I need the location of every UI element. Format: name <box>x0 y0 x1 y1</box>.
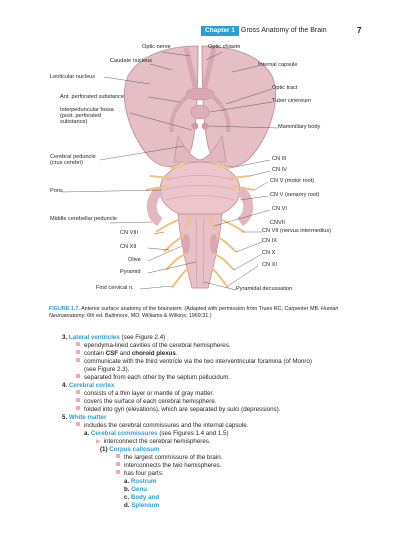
list-item: d. Splenium <box>124 502 160 509</box>
label-lenticular-nucleus: Lenticular nucleus <box>50 74 96 80</box>
bullet: has four parts: <box>116 470 164 478</box>
label-cn-xii: CN XII <box>120 244 137 250</box>
label-internal-capsule: Internal capsule <box>258 62 298 68</box>
label-interpeduncular-fossa-2: (post. perforated <box>60 113 102 119</box>
caption-source-rest: 6th ed. Baltimore, MD: Williams & Wilkins; 1969:31.) <box>86 313 212 320</box>
outline-item-lateral-ventricles: 3. Lateral ventricles (see Figure 2.4) <box>62 334 166 341</box>
bullet: separated from each other by the septum pellucidum. <box>76 374 230 382</box>
bullet: interconnects the two hemispheres. <box>116 462 221 470</box>
label-caudate-nucleus: Caudate nucleus <box>110 58 152 64</box>
label-pyramidal-decussation: Pyramidal decussation <box>236 286 293 292</box>
tuber-cinereum <box>191 105 209 119</box>
label-crus-cerebri: (crus cerebri) <box>50 160 83 166</box>
outline-item-white-matter: 5. White matter <box>62 414 107 421</box>
bullet: includes the cerebral commissures and the internal capsule. <box>76 422 248 430</box>
square-bullet-icon <box>76 390 80 394</box>
square-bullet-icon <box>76 406 80 410</box>
chapter-title: Gross Anatomy of the Brain <box>241 27 327 34</box>
bullet: contain CSF and choroid plexus. <box>76 350 178 358</box>
bullet: ependyma-lined cavities of the cerebral hemispheres. <box>76 342 231 350</box>
bullet: the largest commissure of the brain. <box>116 454 222 462</box>
label-mammillary-body: Mammillary body <box>278 124 321 130</box>
bullet-continuation: (see Figure 2.3). <box>84 366 130 373</box>
bullet: communicate with the third ventricle via the two interventricular foramina (of Monro) <box>76 358 312 366</box>
figure-caption <box>49 306 359 320</box>
chapter-badge: Chapter 1 <box>201 26 239 36</box>
list-item: c. Body and <box>124 494 160 501</box>
brainstem-figure <box>0 40 400 298</box>
heading-lateral-ventricles: Lateral ventricles <box>68 334 120 341</box>
label-first-cervical-nerve: First cervical n. <box>96 285 134 291</box>
caption-source-title: Human Neuroanatomy. <box>49 306 339 320</box>
label-middle-cerebellar-peduncle: Middle cerebellar peduncle <box>50 216 117 222</box>
label-cn-vii: CNVII <box>270 220 285 226</box>
list-item: a. Rostrum <box>124 478 157 485</box>
label-pyramid: Pyramid <box>120 269 141 275</box>
label-cn-ix: CN IX <box>262 238 277 244</box>
outline-item-cerebral-cortex: 4. Cerebral cortex <box>62 382 115 389</box>
label-cn-iii: CN III <box>272 156 287 162</box>
heading-white-matter: White matter <box>68 414 107 421</box>
mammillary-left <box>192 123 199 130</box>
bullet: consists of a thin layer or mantle of gray matter. <box>76 390 214 398</box>
label-cn-x: CN X <box>262 250 276 256</box>
figure-number: FIGURE 1.7. <box>49 306 80 312</box>
label-interpeduncular-fossa: Interpeduncular fossa <box>60 107 114 113</box>
list-item: b. Genu <box>124 486 148 493</box>
optic-chiasm <box>186 88 214 100</box>
outline-item-corpus-callosum: (1) Corpus callosum <box>100 446 160 453</box>
label-olive: Olive <box>128 257 141 263</box>
square-bullet-icon <box>116 462 120 466</box>
square-bullet-icon <box>76 342 80 346</box>
bullet: folded into gyri (elevations), which are separated by sulci (depressions). <box>76 406 280 414</box>
square-bullet-icon <box>76 398 80 402</box>
mammillary-right <box>202 123 209 130</box>
heading-cerebral-commissures: Cerebral commissures <box>90 430 158 437</box>
caption-text: Anterior surface anatomy of the brainstem. (Adapted with permission from Truex RC, Carpenter MB. <box>81 306 320 312</box>
heading-corpus-callosum: Corpus callosum <box>109 446 160 453</box>
label-ant-perforated-substance: Ant. perforated substance <box>60 94 125 100</box>
label-tuber-cinereum: Tuber cinereum <box>272 98 311 104</box>
square-bullet-icon <box>116 454 120 458</box>
label-cn-xi: CN XI <box>262 262 277 268</box>
bullet: covers the surface of each cerebral hemisphere. <box>76 398 216 406</box>
label-optic-tract: Optic tract <box>272 85 298 91</box>
square-bullet-icon <box>76 374 80 378</box>
label-cn-v-motor: CN V (motor root) <box>270 178 315 184</box>
label-cerebral-peduncle: Cerebral peduncle <box>50 154 96 160</box>
square-bullet-icon <box>76 358 80 362</box>
square-bullet-icon <box>76 422 80 426</box>
square-bullet-icon <box>116 470 120 474</box>
label-pons: Pons <box>50 188 63 194</box>
label-interpeduncular-fossa-3: substance) <box>60 119 88 125</box>
square-bullet-icon <box>76 350 80 354</box>
heading-cerebral-cortex: Cerebral cortex <box>68 382 115 389</box>
outline-item-cerebral-commissures: a. Cerebral commissures (see Figures 1.4 and 1.5) <box>84 430 229 437</box>
label-cn-viii: CN VIII <box>120 230 139 236</box>
label-cn-iv: CN IV <box>272 167 287 173</box>
page-number: 7 <box>357 26 362 35</box>
label-optic-nerve: Optic nerve <box>142 44 171 50</box>
pons <box>160 162 240 218</box>
running-header <box>0 24 400 38</box>
bullet: ▶ interconnect the cerebral hemispheres. <box>96 438 211 445</box>
triangle-bullet-icon: ▶ <box>96 439 101 445</box>
label-cn-v-sensory: CN V (sensory root) <box>270 192 320 198</box>
label-cn-vi: CN VI <box>272 206 287 212</box>
label-cn-vii-nervus-intermedius: CN VII (nervus intermedius) <box>262 228 332 234</box>
label-optic-chiasm: Optic chiasm <box>208 44 241 50</box>
